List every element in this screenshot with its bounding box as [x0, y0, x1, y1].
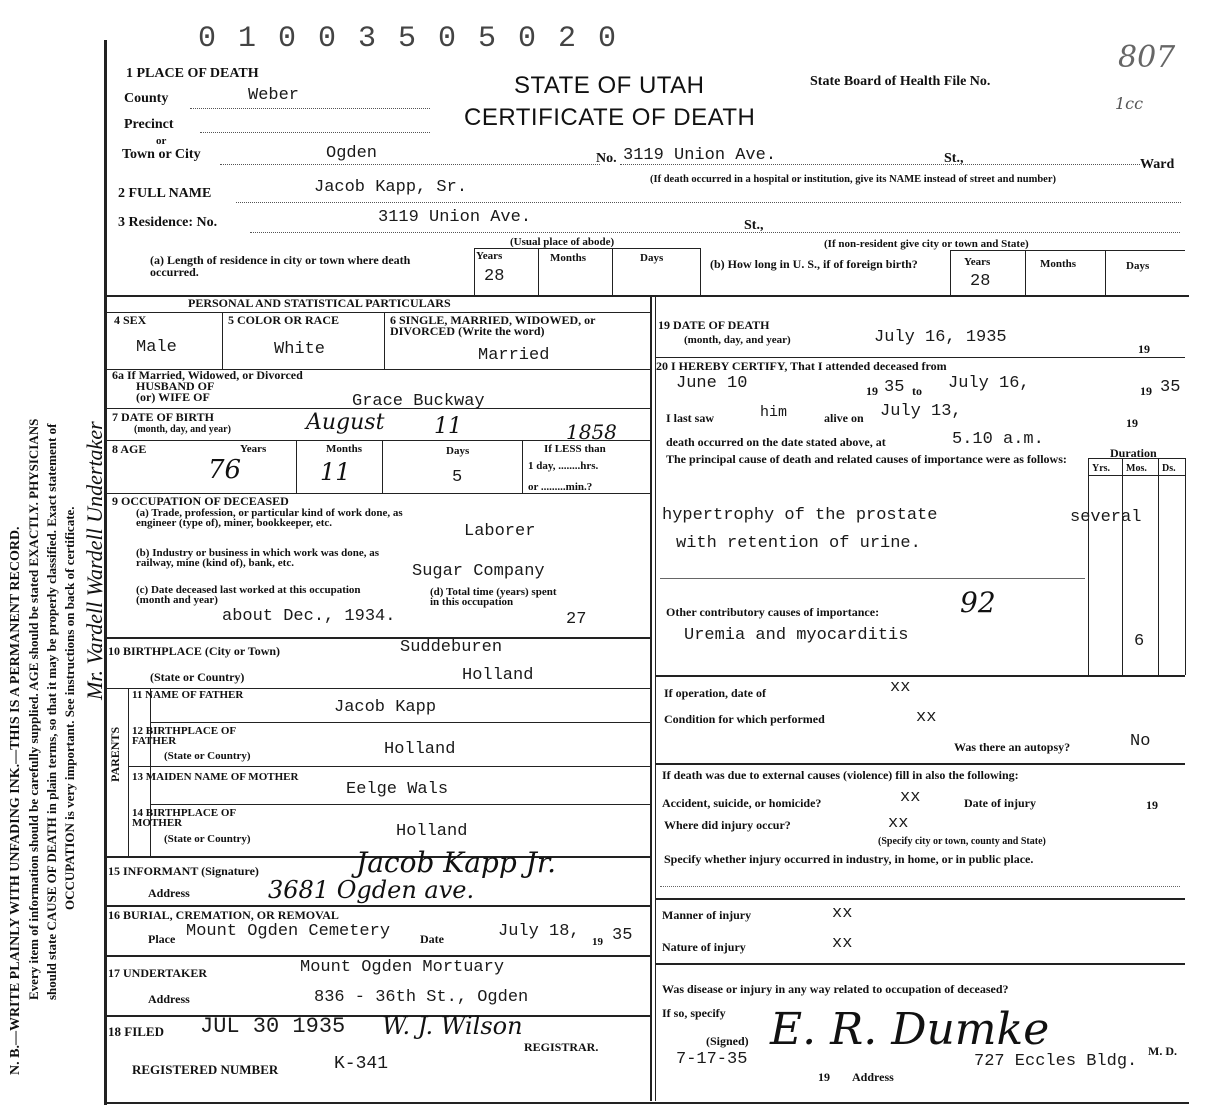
dur-ds: Ds. — [1162, 463, 1176, 474]
father-label: 11 NAME OF FATHER — [132, 689, 244, 701]
lt-label: If LESS than — [544, 443, 606, 455]
op-date-label: If operation, date of — [664, 686, 766, 700]
lastsaw-label: I last saw — [666, 411, 715, 425]
res-months-label: Months — [550, 252, 587, 264]
personal-header: PERSONAL AND STATISTICAL PARTICULARS — [188, 296, 451, 310]
occ-c-label: (c) Date deceased last worked at this occupation (month and year) — [136, 584, 361, 606]
ext-intro: If death was due to external causes (violence) fill in also the following: — [662, 768, 1019, 782]
res-box-r — [700, 248, 701, 295]
board-number: 807 — [1118, 40, 1176, 75]
mother-value: Eelge Wals — [346, 780, 449, 799]
county-value: Weber — [248, 86, 300, 105]
fbirth-label: 12 BIRTHPLACE OF FATHER — [132, 725, 236, 747]
regno-label: REGISTERED NUMBER — [132, 1062, 279, 1077]
autopsy-label: Was there an autopsy? — [954, 740, 1071, 754]
related-label: Was disease or injury in any way related to occupation of deceased? — [662, 982, 1009, 996]
lastsaw-19: 19 — [1126, 416, 1138, 430]
occupation-label: 9 OCCUPATION OF DECEASED — [112, 494, 289, 508]
county-line — [190, 108, 430, 109]
dur-sub — [1088, 475, 1185, 476]
registrar-signature: W. J. Wilson — [382, 1012, 523, 1040]
town-line — [220, 164, 600, 165]
center-divider-2 — [655, 296, 656, 1101]
cause-1b: several — [1070, 508, 1142, 527]
spouse-value: Grace Buckway — [352, 392, 485, 411]
certify-label: 20 I HEREBY CERTIFY, That I attended deceased from — [656, 359, 947, 373]
board-label: State Board of Health File No. — [810, 74, 991, 89]
color-value: White — [274, 340, 326, 359]
op-cond: xx — [916, 708, 937, 727]
duration-label: Duration — [1110, 446, 1157, 460]
dob-month: August — [306, 410, 385, 435]
dod-sub: (month, day, and year) — [684, 334, 791, 346]
lastsaw-date: July 13, — [880, 402, 962, 421]
cause-2: with retention of urine. — [676, 534, 921, 553]
sex-value: Male — [136, 338, 177, 357]
dob-year: 1858 — [566, 420, 617, 444]
residence-label: 3 Residence: No. — [118, 215, 218, 230]
burial-divider — [104, 905, 650, 907]
certify-to: July 16, — [948, 374, 1030, 393]
autopsy-value: No — [1130, 732, 1151, 751]
occ-a-value: Laborer — [464, 522, 536, 541]
res-box-l — [474, 248, 475, 295]
burial-place-label: Place — [148, 932, 176, 946]
ext-where-label: Where did injury occur? — [664, 818, 791, 832]
certify-from-yr: 35 — [884, 378, 905, 397]
occ-a-label: (a) Trade, profession, or particular kind of work done, as engineer (type of), miner, bookkeeper, etc. — [136, 507, 403, 529]
occ-d-value: 27 — [566, 610, 587, 629]
parents-row1 — [150, 722, 650, 723]
birthplace-state-label: (State or Country) — [150, 670, 245, 684]
fbirth-sub: (State or Country) — [164, 750, 251, 762]
certify-from: June 10 — [676, 374, 748, 393]
dur-yrs: Yrs. — [1092, 463, 1111, 474]
lt-day: 1 day, ........hrs. — [528, 460, 599, 472]
mbirth-sub: (State or Country) — [164, 833, 251, 845]
or-label: or — [156, 135, 167, 147]
length-label: (a) Length of residence in city or town where death occurred. — [150, 253, 411, 279]
fres-box-m1 — [1025, 250, 1026, 295]
right-related-divider — [655, 963, 1185, 965]
age-days-label: Days — [446, 445, 470, 457]
certify-to-19: 19 — [1140, 384, 1152, 398]
dod-yr19: 19 — [1138, 342, 1150, 356]
signed-label: (Signed) — [706, 1034, 749, 1048]
town-label: Town or City — [122, 147, 201, 162]
color-label: 5 COLOR OR RACE — [228, 313, 340, 327]
signed-19: 19 — [818, 1070, 830, 1084]
certify-to-yr: 35 — [1160, 378, 1181, 397]
bottom-border — [104, 1102, 1189, 1104]
precinct-label: Precinct — [124, 117, 174, 132]
filed-stamp: JUL 30 1935 — [200, 1014, 346, 1039]
fres-months-label: Months — [1040, 258, 1077, 270]
fres-days-label: Days — [1126, 260, 1150, 272]
lt-min: or .........min.? — [528, 481, 593, 493]
marital-label: 6 SINGLE, MARRIED, WIDOWED, or DIVORCED (Write the word) — [390, 313, 596, 338]
center-divider — [650, 296, 652, 1101]
informant-addr: 3681 Ogden ave. — [268, 876, 475, 904]
ext-date-19: 19 — [1146, 798, 1158, 812]
nature-label: Nature of injury — [662, 940, 746, 954]
signed-date: 7-17-35 — [676, 1050, 748, 1069]
dur-1 — [1088, 458, 1089, 675]
fres-box-l — [950, 250, 951, 295]
ward-label: Ward — [1140, 157, 1175, 172]
residence-st: St., — [744, 218, 764, 233]
contrib-value: Uremia and myocarditis — [684, 626, 909, 645]
registrar-label: REGISTRAR. — [524, 1040, 599, 1054]
mbirth-label: 14 BIRTHPLACE OF MOTHER — [132, 807, 236, 829]
dur-4 — [1185, 458, 1186, 675]
color-marital-div — [384, 312, 385, 369]
spouse-label-1: 6a If Married, Widowed, or Divorced — [112, 368, 303, 382]
parents-row3 — [150, 804, 650, 805]
dod-label: 19 DATE OF DEATH — [658, 318, 770, 332]
place-note: (If death occurred in a hospital or institution, give its NAME instead of street and number) — [650, 174, 1057, 185]
ext-acc-label: Accident, suicide, or homicide? — [662, 796, 822, 810]
filed-label: 18 FILED — [108, 1024, 164, 1039]
fres-box-m2 — [1105, 250, 1106, 295]
ext-line-a — [660, 886, 1180, 887]
birthplace-divider — [104, 637, 650, 639]
manner-label: Manner of injury — [662, 908, 752, 922]
res-years-label: Years — [476, 250, 503, 262]
regno-value: K-341 — [334, 1054, 389, 1074]
parents-row2 — [128, 766, 650, 767]
undertaker-name: Mount Ogden Mortuary — [300, 958, 505, 977]
op-cond-label: Condition for which performed — [664, 712, 825, 726]
certify-to-label: to — [912, 384, 922, 398]
name-line — [236, 202, 1181, 203]
place-st: St., — [944, 151, 964, 166]
dur-3 — [1158, 458, 1159, 675]
res-line — [250, 232, 1180, 233]
res-box-m1 — [538, 248, 539, 295]
lastsaw-him: him — [760, 404, 788, 421]
fres-years-value: 28 — [970, 272, 991, 291]
birthplace-label: 10 BIRTHPLACE (City or Town) — [108, 644, 281, 658]
title-certificate: CERTIFICATE OF DEATH — [464, 104, 756, 131]
mbirth-value: Holland — [396, 822, 468, 841]
parents-side-label: PARENTS — [108, 726, 122, 782]
certify-from-19: 19 — [866, 384, 878, 398]
age-years-label: Years — [240, 443, 267, 455]
contrib-label: Other contributory causes of importance: — [666, 605, 880, 619]
spouse-label-2: HUSBAND OF — [136, 379, 215, 393]
residence-value: 3119 Union Ave. — [378, 208, 532, 227]
fres-box-top — [950, 250, 1185, 251]
ext-where-sub: (Specify city or town, county and State) — [878, 836, 1046, 847]
father-value: Jacob Kapp — [334, 698, 437, 717]
ext-specify: Specify whether injury occurred in industry, in home, or in public place. — [664, 852, 1034, 866]
title-state: STATE OF UTAH — [514, 72, 705, 99]
dur-mos: Mos. — [1126, 463, 1147, 474]
occurred-time: 5.10 a.m. — [952, 430, 1044, 449]
burial-year: 35 — [612, 926, 633, 945]
ifso-label: If so, specify — [662, 1006, 726, 1020]
name-label: 2 FULL NAME — [118, 186, 212, 201]
margin-line-1: N. B.—WRITE PLAINLY WITH UNFADING INK.—THIS IS A PERMANENT RECORD. — [8, 526, 23, 1075]
sex-color-div — [222, 312, 223, 369]
informant-label: 15 INFORMANT (Signature) — [108, 864, 259, 878]
burial-label: 16 BURIAL, CREMATION, OR REMOVAL — [108, 908, 339, 922]
burial-year-prefix: 19 — [592, 936, 603, 948]
ext-acc: xx — [900, 788, 921, 807]
usual-note: (Usual place of abode) — [510, 236, 615, 248]
age-div-1 — [296, 440, 297, 493]
undertaker-addr: 836 - 36th St., Ogden — [314, 988, 529, 1007]
board-sub: 1cc — [1115, 94, 1144, 113]
left-border — [104, 40, 107, 1105]
burial-date: July 18, — [498, 922, 580, 941]
cause-note: 92 — [960, 586, 996, 619]
occurred-label: death occurred on the date stated above, at — [666, 435, 886, 449]
margin-handwriting: Mr. Vardell Wardell Undertaker — [82, 421, 107, 700]
spouse-label-3: (or) WIFE OF — [136, 390, 210, 404]
op-date: xx — [890, 678, 911, 697]
informant-addr-label: Address — [148, 886, 190, 900]
place-address: 3119 Union Ave. — [623, 146, 777, 165]
contrib-duration: 6 — [1134, 632, 1145, 651]
margin-line-4: OCCUPATION is very important. See instructions on back of certificate. — [62, 506, 77, 910]
margin-line-2: Every item of information should be carefully supplied. AGE should be stated EXACTLY. PHYSICIANS — [26, 418, 41, 1000]
age-div-2 — [382, 440, 383, 493]
precinct-line — [200, 132, 430, 133]
signed-addr: 727 Eccles Bldg. — [974, 1052, 1138, 1071]
nonres-note: (If non-resident give city or town and State) — [824, 238, 1029, 250]
manner-value: xx — [832, 904, 853, 923]
res-years-value: 28 — [484, 267, 505, 286]
fbirth-value: Holland — [384, 740, 456, 759]
foreign-label: (b) How long in U. S., if of foreign birth? — [710, 257, 918, 271]
birthplace-country: Holland — [462, 666, 534, 685]
age-months-label: Months — [326, 443, 363, 455]
right-date-divider — [655, 357, 1185, 358]
addr-line — [620, 164, 1140, 165]
mother-label: 13 MAIDEN NAME OF MOTHER — [132, 771, 299, 783]
dob-sub: (month, day, and year) — [134, 424, 231, 435]
town-value: Ogden — [326, 144, 378, 163]
margin-line-3: should state CAUSE OF DEATH in plain terms, so that it may be properly classified. Exact statement of — [44, 423, 59, 1000]
physician-signature: E. R. Dumke — [770, 1004, 1050, 1055]
ext-where: xx — [888, 814, 909, 833]
age-months-value: 11 — [320, 458, 351, 486]
informant-signature: Jacob Kapp Jr. — [356, 846, 557, 879]
dur-2 — [1122, 458, 1123, 675]
res-days-label: Days — [640, 252, 664, 264]
undertaker-addr-label: Address — [148, 992, 190, 1006]
signed-addr-label: Address — [852, 1070, 894, 1084]
filed-divider — [104, 1015, 650, 1017]
right-ext-divider — [655, 763, 1185, 765]
no-label: No. — [596, 151, 617, 166]
ext-date-label: Date of injury — [964, 796, 1036, 810]
nature-value: xx — [832, 934, 853, 953]
right-manner-divider — [655, 898, 1185, 900]
occ-c-value: about Dec., 1934. — [222, 607, 396, 626]
age-days-value: 5 — [452, 468, 463, 487]
right-op-divider — [655, 675, 1185, 677]
sex-label: 4 SEX — [114, 313, 147, 327]
county-label: County — [124, 91, 169, 106]
dod-value: July 16, 1935 — [874, 328, 1007, 347]
burial-date-label: Date — [420, 932, 444, 946]
undertaker-divider — [104, 955, 650, 957]
cause-label: The principal cause of death and related causes of importance were as follows: — [666, 452, 1067, 466]
undertaker-label: 17 UNDERTAKER — [108, 966, 208, 980]
birthplace-city: Suddeburen — [400, 638, 503, 657]
dob-label: 7 DATE OF BIRTH — [112, 410, 214, 424]
occ-b-label: (b) Industry or business in which work was done, as railway, mine (kind of), bank, etc. — [136, 547, 380, 569]
res-box-m2 — [612, 248, 613, 295]
fres-years-label: Years — [964, 256, 991, 268]
parents-left — [128, 688, 129, 856]
occ-b-value: Sugar Company — [412, 562, 545, 581]
serial-number: 0 1 0 0 3 5 0 5 0 2 0 — [198, 22, 619, 56]
md-label: M. D. — [1148, 1044, 1177, 1058]
age-years-value: 76 — [208, 455, 242, 485]
dob-day: 11 — [434, 414, 462, 439]
age-div-3 — [522, 440, 523, 493]
place-label: 1 PLACE OF DEATH — [126, 66, 259, 81]
cause-line-3 — [660, 578, 1085, 579]
burial-place: Mount Ogden Cemetery — [186, 922, 391, 941]
age-label: 8 AGE — [112, 442, 147, 456]
res-box-top — [474, 248, 700, 249]
name-value: Jacob Kapp, Sr. — [314, 178, 468, 197]
marital-value: Married — [478, 346, 550, 365]
cause-1: hypertrophy of the prostate — [662, 506, 938, 525]
occ-d-label: (d) Total time (years) spent in this occupation — [430, 586, 557, 608]
alive-label: alive on — [824, 411, 864, 425]
